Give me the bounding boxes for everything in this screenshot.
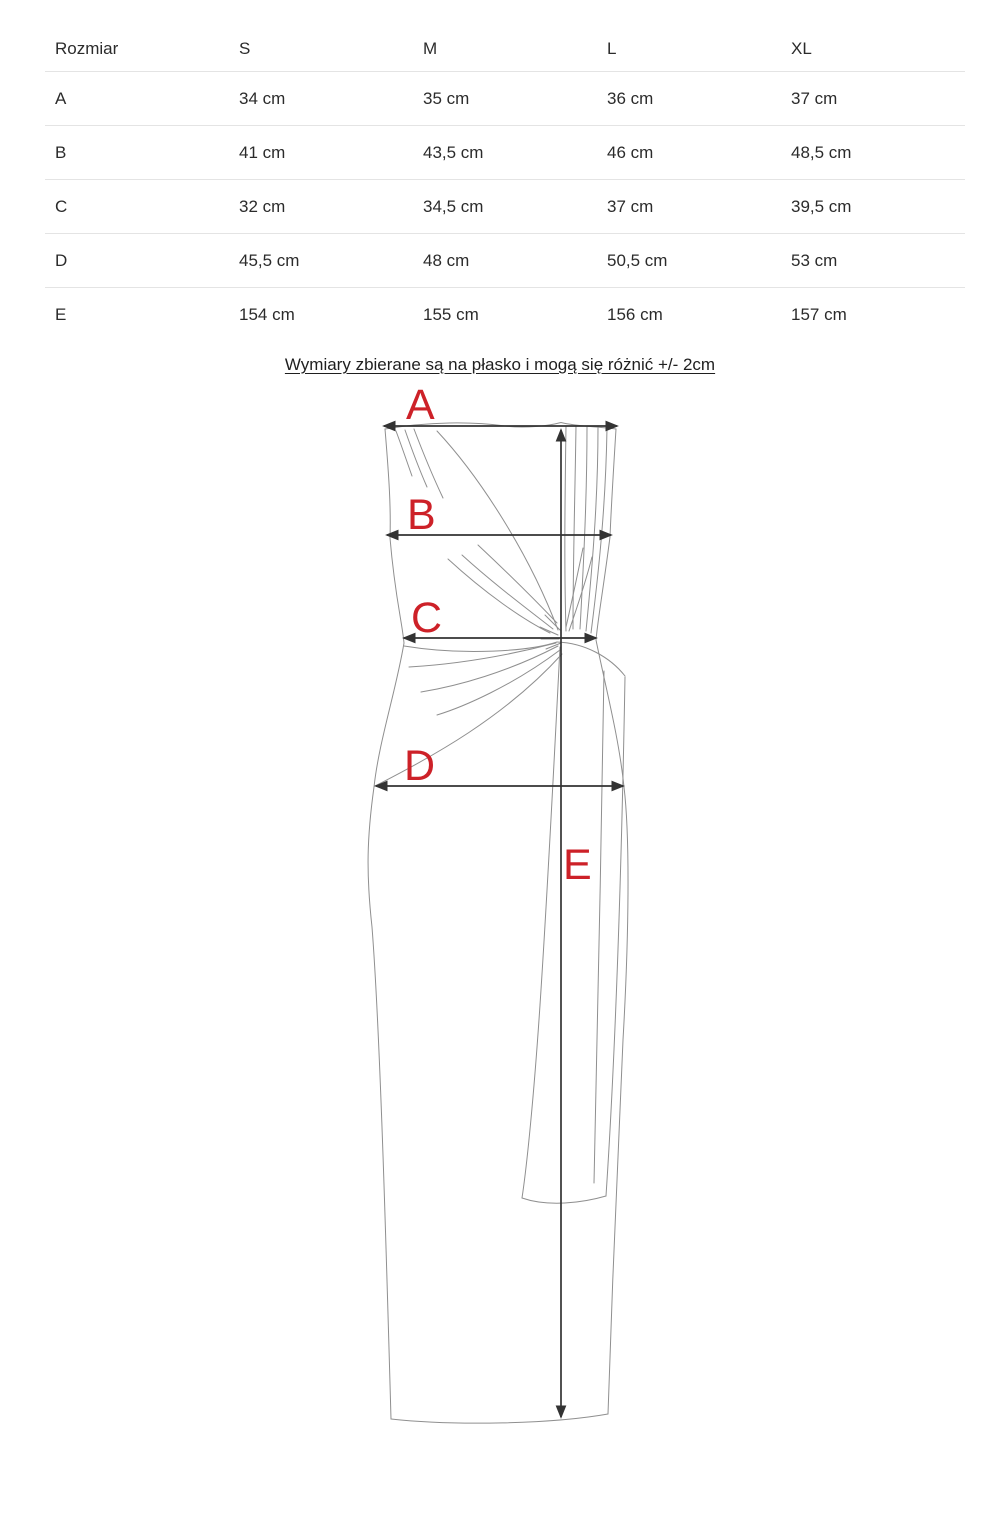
wrap-sash-panel (522, 647, 625, 1203)
dimension-labels (404, 381, 592, 889)
table-row-c (45, 180, 965, 234)
dimension-label-a: A (406, 381, 435, 429)
table-cell: 37 cm (781, 72, 965, 126)
waist-seam-line (404, 642, 625, 676)
column-header-l: L (597, 26, 781, 72)
table-cell: 157 cm (791, 304, 847, 324)
column-header-rozmiar: Rozmiar (45, 26, 229, 72)
table-cell: 32 cm (229, 180, 413, 234)
row-label: E (55, 304, 67, 324)
table-cell: 154 cm (239, 304, 295, 324)
table-cell: 36 cm (597, 72, 781, 126)
dimension-label-e: E (563, 841, 592, 889)
column-header-m: M (413, 26, 597, 72)
dress-outline (368, 423, 628, 1424)
dress-measurement-diagram (0, 375, 1000, 1470)
table-cell: 41 cm (229, 126, 413, 180)
table-cell: 156 cm (607, 304, 663, 324)
table-cell: 35 cm (413, 72, 597, 126)
size-table-header-row (45, 26, 965, 72)
row-label: D (45, 234, 229, 288)
column-header-xl: XL (781, 26, 965, 72)
table-cell: 43,5 cm (413, 126, 597, 180)
table-cell: 39,5 cm (781, 180, 965, 234)
table-row-b (45, 126, 965, 180)
table-row-d (45, 234, 965, 288)
measurement-note: Wymiary zbierane są na płasko i mogą się różnić +/- 2cm (284, 355, 716, 374)
dimension-label-c: C (411, 594, 443, 642)
row-label: A (45, 72, 229, 126)
size-table (45, 26, 965, 341)
dimension-label-b: B (407, 491, 436, 539)
dimension-label-d: D (404, 742, 436, 790)
table-cell: 48,5 cm (781, 126, 965, 180)
dimension-arrows (376, 426, 623, 1417)
table-cell: 50,5 cm (597, 234, 781, 288)
table-cell: 48 cm (413, 234, 597, 288)
table-cell: 34,5 cm (413, 180, 597, 234)
table-cell: 53 cm (781, 234, 965, 288)
row-label: B (45, 126, 229, 180)
table-cell: 37 cm (597, 180, 781, 234)
row-label: C (45, 180, 229, 234)
table-cell: 155 cm (423, 304, 479, 324)
table-cell: 46 cm (597, 126, 781, 180)
column-header-s: S (229, 26, 413, 72)
table-row-a (45, 72, 965, 126)
table-cell: 34 cm (229, 72, 413, 126)
table-cell: 45,5 cm (229, 234, 413, 288)
table-row-e (45, 288, 965, 342)
